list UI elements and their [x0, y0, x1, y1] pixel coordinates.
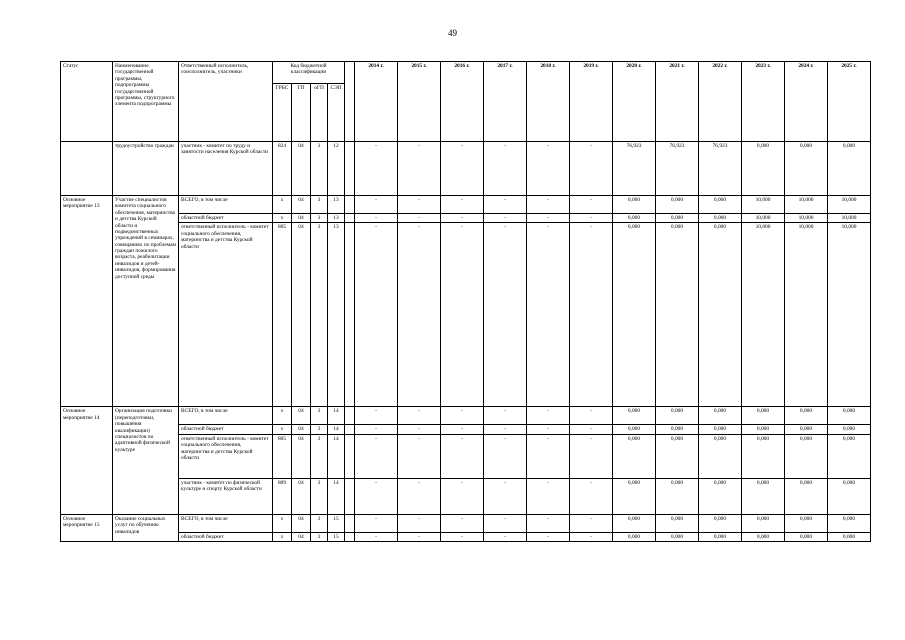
header-status: Статус: [61, 62, 113, 142]
header-spacer: [345, 62, 355, 142]
value-cell: 0,000: [699, 514, 742, 532]
value-cell: -: [398, 514, 441, 532]
status-cell: Основное мероприятие 13: [61, 196, 113, 407]
name-cell: Оказание социальных услуг по обучению инвалидов: [113, 514, 179, 541]
value-cell: 0,000: [828, 142, 871, 196]
value-cell: 0,000: [656, 425, 699, 434]
header-year: 2021 г.: [656, 62, 699, 142]
budget-table: [60, 61, 871, 542]
value-cell: 76,923: [613, 142, 656, 196]
value-cell: 10,000: [742, 196, 785, 214]
header-ogp: оГП: [311, 84, 328, 142]
value-cell: -: [570, 196, 613, 214]
spacer-cell: [345, 407, 355, 425]
value-cell: -: [398, 434, 441, 478]
ogp-cell: 3: [311, 478, 328, 514]
value-cell: 0,000: [613, 407, 656, 425]
responsible-cell: ВСЕГО, в том числе: [179, 514, 273, 532]
value-cell: 0,000: [656, 196, 699, 214]
value-cell: 0,000: [828, 434, 871, 478]
value-cell: 0,000: [742, 142, 785, 196]
ogp-cell: 3: [311, 407, 328, 425]
value-cell: -: [398, 478, 441, 514]
value-cell: 0,000: [699, 214, 742, 223]
header-year: 2018 г.: [527, 62, 570, 142]
ogp-cell: 3: [311, 425, 328, 434]
value-cell: 10,000: [828, 223, 871, 407]
value-cell: -: [484, 196, 527, 214]
value-cell: 0,000: [742, 532, 785, 541]
value-cell: -: [527, 407, 570, 425]
value-cell: 0,000: [613, 478, 656, 514]
ogp-cell: 3: [311, 514, 328, 532]
ogp-cell: 3: [311, 214, 328, 223]
ogp-cell: 3: [311, 532, 328, 541]
value-cell: 0,000: [699, 532, 742, 541]
header-gp: ГП: [292, 84, 311, 142]
header-year: 2022 г.: [699, 62, 742, 142]
value-cell: 10,000: [785, 214, 828, 223]
header-year: 2015 г.: [398, 62, 441, 142]
value-cell: 0,000: [613, 196, 656, 214]
value-cell: -: [355, 478, 398, 514]
sep-cell: 14: [328, 478, 345, 514]
responsible-cell: ответственный исполнитель - комитет социального обеспечения, материнства и детства Курской области: [179, 434, 273, 478]
value-cell: 0,000: [656, 223, 699, 407]
value-cell: 0,000: [699, 434, 742, 478]
value-cell: -: [441, 142, 484, 196]
header-year: 2017 г.: [484, 62, 527, 142]
value-cell: -: [441, 434, 484, 478]
table-row: [61, 425, 871, 434]
table-row: [61, 223, 871, 407]
header-year: 2024 г.: [785, 62, 828, 142]
value-cell: -: [398, 425, 441, 434]
grbs-cell: x: [273, 407, 292, 425]
value-cell: -: [441, 223, 484, 407]
value-cell: 0,000: [656, 434, 699, 478]
responsible-cell: ответственный исполнитель - комитет социального обеспечения, материнства и детства Курской области: [179, 223, 273, 407]
value-cell: -: [398, 214, 441, 223]
header-responsible: Ответственный исполнитель, соисполнитель, участники: [179, 62, 273, 142]
gp-cell: 04: [292, 214, 311, 223]
table-row: [61, 478, 871, 514]
value-cell: -: [527, 425, 570, 434]
value-cell: -: [570, 214, 613, 223]
grbs-cell: 805: [273, 223, 292, 407]
gp-cell: 04: [292, 196, 311, 214]
gp-cell: 04: [292, 142, 311, 196]
value-cell: -: [355, 434, 398, 478]
value-cell: -: [484, 142, 527, 196]
grbs-cell: x: [273, 425, 292, 434]
value-cell: -: [398, 407, 441, 425]
value-cell: -: [570, 142, 613, 196]
grbs-cell: 809: [273, 478, 292, 514]
sep-cell: 13: [328, 214, 345, 223]
table-row: [61, 142, 871, 196]
spacer-cell: [345, 142, 355, 196]
value-cell: -: [527, 214, 570, 223]
table-row: [61, 214, 871, 223]
spacer-cell: [345, 223, 355, 407]
grbs-cell: 805: [273, 434, 292, 478]
responsible-cell: ВСЕГО, в том числе: [179, 196, 273, 214]
responsible-cell: участник - комитет по труду и занятости населения Курской области: [179, 142, 273, 196]
value-cell: 0,000: [742, 407, 785, 425]
value-cell: 0,000: [742, 434, 785, 478]
grbs-cell: x: [273, 214, 292, 223]
spacer-cell: [345, 214, 355, 223]
table-row: [61, 514, 871, 532]
value-cell: -: [355, 142, 398, 196]
gp-cell: 04: [292, 425, 311, 434]
value-cell: 10,000: [785, 223, 828, 407]
status-cell: Основное мероприятие 15: [61, 514, 113, 541]
value-cell: -: [441, 407, 484, 425]
header-year: 2020 г.: [613, 62, 656, 142]
gp-cell: 04: [292, 478, 311, 514]
table-row: [61, 407, 871, 425]
header-year: 2023 г.: [742, 62, 785, 142]
header-year: 2014 г.: [355, 62, 398, 142]
value-cell: 0,000: [785, 514, 828, 532]
value-cell: 0,000: [742, 514, 785, 532]
status-cell: [61, 142, 113, 196]
sep-cell: 12: [328, 142, 345, 196]
value-cell: 0,000: [785, 142, 828, 196]
value-cell: 0,000: [828, 532, 871, 541]
value-cell: 0,000: [613, 532, 656, 541]
value-cell: 0,000: [699, 407, 742, 425]
value-cell: -: [527, 196, 570, 214]
value-cell: 0,000: [828, 407, 871, 425]
value-cell: 0,000: [742, 478, 785, 514]
value-cell: 0,000: [613, 223, 656, 407]
value-cell: -: [355, 407, 398, 425]
sep-cell: 14: [328, 407, 345, 425]
table-row: [61, 434, 871, 478]
value-cell: -: [398, 196, 441, 214]
value-cell: -: [441, 214, 484, 223]
value-cell: 10,000: [742, 214, 785, 223]
responsible-cell: ВСЕГО, в том числе: [179, 407, 273, 425]
spacer-cell: [345, 532, 355, 541]
value-cell: -: [398, 142, 441, 196]
sep-cell: 15: [328, 514, 345, 532]
value-cell: -: [527, 434, 570, 478]
value-cell: -: [441, 478, 484, 514]
value-cell: -: [355, 214, 398, 223]
ogp-cell: 3: [311, 196, 328, 214]
value-cell: -: [484, 214, 527, 223]
value-cell: 0,000: [656, 407, 699, 425]
value-cell: -: [527, 142, 570, 196]
value-cell: -: [355, 196, 398, 214]
value-cell: -: [527, 478, 570, 514]
value-cell: 0,000: [785, 425, 828, 434]
grbs-cell: x: [273, 532, 292, 541]
value-cell: -: [570, 434, 613, 478]
value-cell: -: [527, 223, 570, 407]
gp-cell: 04: [292, 532, 311, 541]
header-year: 2025 г.: [828, 62, 871, 142]
value-cell: -: [484, 407, 527, 425]
name-cell: трудоустройство граждан: [113, 142, 179, 196]
value-cell: -: [355, 514, 398, 532]
status-cell: Основное мероприятие 14: [61, 407, 113, 514]
grbs-cell: x: [273, 196, 292, 214]
name-cell: Организация подготовки (переподготовки, повышения квалификации) специалистов по адаптивной физической культуре: [113, 407, 179, 514]
spacer-cell: [345, 196, 355, 214]
value-cell: -: [484, 514, 527, 532]
responsible-cell: областной бюджет: [179, 425, 273, 434]
sep-cell: 14: [328, 425, 345, 434]
value-cell: -: [484, 478, 527, 514]
value-cell: 0,000: [699, 223, 742, 407]
value-cell: 0,000: [742, 425, 785, 434]
value-cell: -: [355, 425, 398, 434]
name-cell: Участие специалистов комитета социального обеспечения, материнства и детства Курской области и подведомственных учреждений в семинарах, совещаниях по проблемам граждан пожилого возраста, реабилитации инвалидов и детей-инвалидов, формирования доступной среды: [113, 196, 179, 407]
gp-cell: 04: [292, 223, 311, 407]
value-cell: 76,923: [656, 142, 699, 196]
value-cell: 0,000: [828, 425, 871, 434]
value-cell: 0,000: [785, 478, 828, 514]
sep-cell: 13: [328, 196, 345, 214]
table-row: [61, 196, 871, 214]
sep-cell: 13: [328, 223, 345, 407]
value-cell: -: [355, 532, 398, 541]
gp-cell: 04: [292, 514, 311, 532]
responsible-cell: областной бюджет: [179, 532, 273, 541]
value-cell: 0,000: [656, 214, 699, 223]
ogp-cell: 3: [311, 223, 328, 407]
value-cell: 0,000: [785, 407, 828, 425]
responsible-cell: участник - комитет по физической культуре и спорту Курской области: [179, 478, 273, 514]
header-sep: СЭП: [328, 84, 345, 142]
spacer-cell: [345, 425, 355, 434]
value-cell: 0,000: [699, 425, 742, 434]
gp-cell: 04: [292, 434, 311, 478]
spacer-cell: [345, 434, 355, 478]
value-cell: 0,000: [699, 196, 742, 214]
value-cell: -: [398, 532, 441, 541]
value-cell: 0,000: [613, 425, 656, 434]
value-cell: 0,000: [785, 532, 828, 541]
header-grbs: ГРБС: [273, 84, 292, 142]
value-cell: -: [484, 425, 527, 434]
value-cell: -: [527, 532, 570, 541]
grbs-cell: 824: [273, 142, 292, 196]
table-body: [61, 142, 871, 542]
value-cell: 0,000: [613, 434, 656, 478]
value-cell: 0,000: [613, 214, 656, 223]
value-cell: -: [527, 514, 570, 532]
value-cell: 0,000: [785, 434, 828, 478]
value-cell: 10,000: [742, 223, 785, 407]
header-year: 2019 г.: [570, 62, 613, 142]
value-cell: 0,000: [656, 478, 699, 514]
spacer-cell: [345, 514, 355, 532]
value-cell: -: [484, 532, 527, 541]
responsible-cell: областной бюджет: [179, 214, 273, 223]
sep-cell: 15: [328, 532, 345, 541]
value-cell: -: [441, 532, 484, 541]
value-cell: 10,000: [828, 196, 871, 214]
page-number: 49: [448, 28, 457, 38]
value-cell: 0,000: [828, 514, 871, 532]
value-cell: -: [441, 425, 484, 434]
value-cell: -: [398, 223, 441, 407]
grbs-cell: x: [273, 514, 292, 532]
header-name: Наименование государственной программы, подпрограммы государственной программы, структурного элемента подпрограммы: [113, 62, 179, 142]
value-cell: 10,000: [785, 196, 828, 214]
value-cell: 76,923: [699, 142, 742, 196]
value-cell: -: [484, 434, 527, 478]
value-cell: -: [570, 223, 613, 407]
value-cell: -: [570, 478, 613, 514]
value-cell: -: [441, 196, 484, 214]
value-cell: 0,000: [656, 532, 699, 541]
gp-cell: 04: [292, 407, 311, 425]
ogp-cell: 3: [311, 434, 328, 478]
value-cell: -: [570, 425, 613, 434]
value-cell: 0,000: [828, 478, 871, 514]
value-cell: -: [570, 407, 613, 425]
value-cell: -: [484, 223, 527, 407]
value-cell: 0,000: [699, 478, 742, 514]
value-cell: -: [570, 532, 613, 541]
header-year: 2016 г.: [441, 62, 484, 142]
value-cell: -: [570, 514, 613, 532]
value-cell: -: [355, 223, 398, 407]
sep-cell: 14: [328, 434, 345, 478]
ogp-cell: 3: [311, 142, 328, 196]
value-cell: 10,000: [828, 214, 871, 223]
spacer-cell: [345, 478, 355, 514]
value-cell: -: [441, 514, 484, 532]
value-cell: 0,000: [656, 514, 699, 532]
value-cell: 0,000: [613, 514, 656, 532]
table-row: [61, 532, 871, 541]
header-budget-code: Код бюджетной классификации: [273, 62, 345, 84]
